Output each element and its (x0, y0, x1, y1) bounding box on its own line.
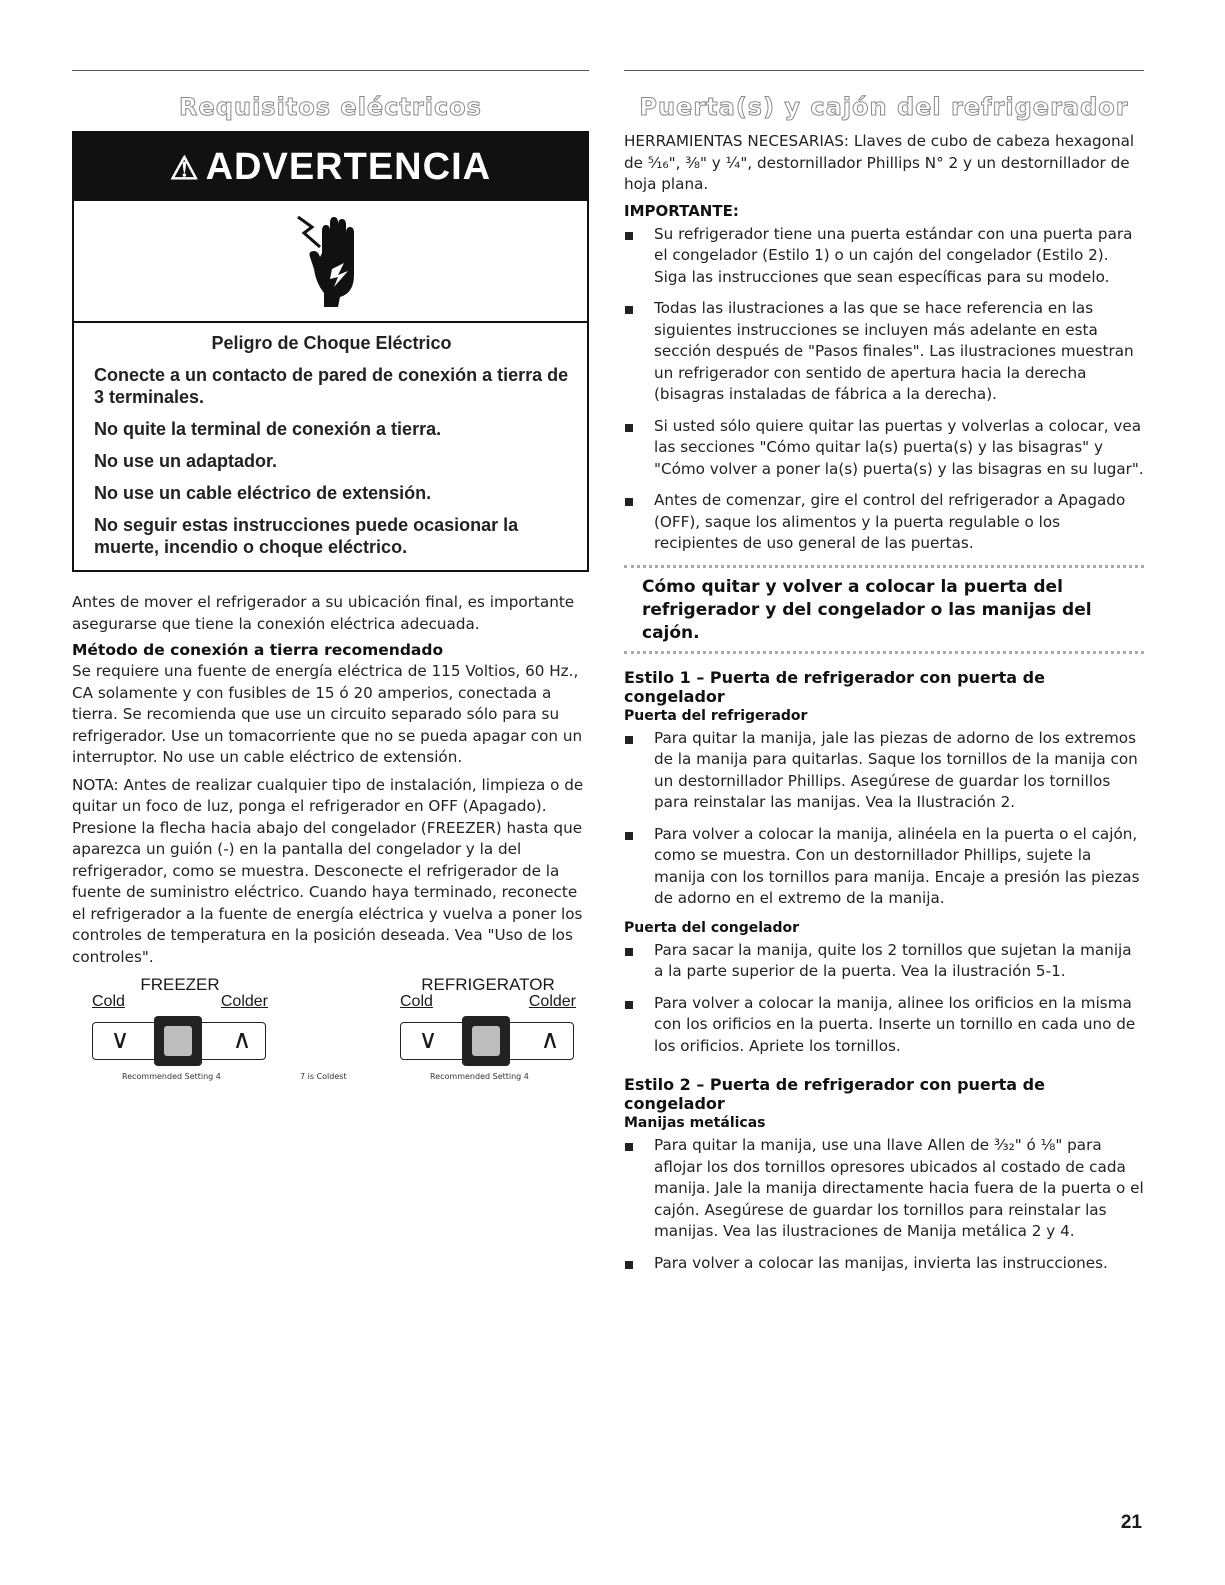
fridge-door-list (624, 728, 1144, 910)
freezer-control (90, 1016, 270, 1060)
colder-label: Colder (528, 993, 576, 1010)
list-item: Para quitar la manija, use una llave Allen de ³⁄₃₂" ó ⅛" para aflojar los dos tornillos opresores ubicados al costado de cada manija. Jale la manija directamente hacia fuera de la puerta o el cajón. Asegúrese de guardar los tornillos para reinstalar las manijas. Vea las ilustraciones de Manija metálica 2 y 4. (624, 1135, 1144, 1243)
page-number: 21 (1120, 1512, 1142, 1533)
warning-line: No use un adaptador. (94, 451, 278, 471)
note-label: NOTA: (72, 775, 119, 794)
freezer-door-heading: Puerta del congelador (624, 919, 800, 936)
right-column (624, 70, 1144, 1284)
refrigerator-control (398, 1016, 578, 1060)
section-banner: Cómo quitar y volver a colocar la puerta del refrigerador y del congelador o las manijas del cajón. (642, 576, 1092, 643)
chevron-up-icon: ∧ (540, 1024, 560, 1054)
coldest-caption: 7 is Coldest (300, 1072, 347, 1081)
top-rule-left (72, 70, 589, 71)
list-item: Para quitar la manija, jale las piezas de adorno de los extremos de la manija para quitarlas. Saque los tornillos de la manija con un destornillador Phillips. Asegúrese de guardar los tornillos para reinstalar las manijas. Vea la Ilustración 2. (624, 728, 1144, 814)
warning-header-text: ADVERTENCIA (205, 146, 492, 188)
method-heading: Método de conexión a tierra recomendado (72, 641, 444, 659)
cold-label: Cold (400, 993, 433, 1010)
control-panels-illustration (72, 976, 589, 1086)
warning-triangle-icon: ⚠ (169, 150, 200, 186)
refrigerator-caption: Recommended Setting 4 (430, 1072, 529, 1081)
refrigerator-control-panel (398, 976, 578, 1060)
tools-paragraph (624, 131, 1144, 196)
note-text: Antes de realizar cualquier tipo de instalación, limpieza o de quitar un foco de luz, ponga el refrigerador en OFF (Apagado). Presione la flecha hacia abajo del congelador (FREEZER) hasta que aparezca un guión (-) en la pantalla del congelador y la del refrigerador, como se muestra. Desconecte el refrigerador de la fuente de suministro eléctrico. Cuando haya terminado, reconecte el refrigerador a la fuente de energía eléctrica y vuelva a poner los controles de temperatura en la posición deseada. Vea "Uso de los controles". (72, 775, 584, 966)
list-item: Antes de comenzar, gire el control del refrigerador a Apagado (OFF), saque los alimentos y la puerta regulable o los recipientes de uso general de las puertas. (624, 490, 1144, 555)
list-item: Si usted sólo quiere quitar las puertas y volverlas a colocar, vea las secciones "Cómo quitar la(s) puerta(s) y las bisagras" y "Cómo volver a poner la(s) puerta(s) y las bisagras en su lugar". (624, 416, 1144, 481)
list-item: Para volver a colocar la manija, alinee los orificios en la misma con los orificios en la puerta. Inserte un tornillo en cada uno de los orificios. Apriete los tornillos. (624, 993, 1144, 1058)
warning-line: No use un cable eléctrico de extensión. (94, 483, 432, 503)
control-display (462, 1016, 510, 1066)
tools-label: HERRAMIENTAS NECESARIAS: (624, 132, 850, 150)
important-list (624, 224, 1144, 555)
freezer-caption: Recommended Setting 4 (122, 1072, 221, 1081)
left-column (72, 70, 589, 1086)
chevron-up-icon: ∧ (232, 1024, 252, 1054)
chevron-down-icon: ∨ (418, 1024, 438, 1054)
warning-icon-area (74, 201, 587, 323)
freezer-door-list (624, 940, 1144, 1058)
metal-handles-heading: Manijas metálicas (624, 1115, 766, 1131)
chevron-down-icon: ∨ (110, 1024, 130, 1054)
list-item: Para volver a colocar la manija, alinéela en la puerta o el cajón, como se muestra. Con un destornillador Phillips, sujete la manija con los tornillos para manija. Encaje a presión las piezas de adorno en el extremo de la manija. (624, 824, 1144, 910)
warning-line: Conecte a un contacto de pared de conexión a tierra de 3 terminales. (94, 365, 569, 407)
warning-body (74, 323, 587, 570)
electric-shock-hand-icon (294, 213, 374, 309)
metal-handles-list (624, 1135, 1144, 1274)
cold-label: Cold (92, 993, 125, 1010)
style1-heading: Estilo 1 – Puerta de refrigerador con puerta de congelador (624, 667, 1045, 706)
section-title-doors: Puerta(s) y cajón del refrigerador (639, 93, 1129, 121)
panel-title: FREEZER (140, 975, 220, 994)
colder-label: Colder (220, 993, 268, 1010)
warning-line: No quite la terminal de conexión a tierra. (94, 419, 442, 439)
section-title-electrical: Requisitos eléctricos (179, 93, 482, 121)
panel-title: REFRIGERATOR (421, 975, 555, 994)
note-paragraph (72, 775, 589, 969)
panel-scale (90, 994, 270, 1010)
panel-scale (398, 994, 578, 1010)
list-item: Para sacar la manija, quite los 2 tornillos que sujetan la manija a la parte superior de la puerta. Vea la ilustración 5-1. (624, 940, 1144, 983)
method-paragraph: Se requiere una fuente de energía eléctrica de 115 Voltios, 60 Hz., CA solamente y con fusibles de 15 ó 20 amperios, conectada a tierra. Se recomienda que use un circuito separado sólo para su refrigerador. Use un tomacorriente que no se pueda apagar con un interruptor. No use un cable eléctrico de extensión. (72, 662, 583, 766)
tools-text: Llaves de cubo de cabeza hexagonal de ⁵⁄₁₆", ³⁄₈" y ¼", destornillador Phillips N° 2 y un destornillador de hoja plana. (624, 132, 1135, 193)
freezer-control-panel (90, 976, 270, 1060)
style2-heading: Estilo 2 – Puerta de refrigerador con puerta de congelador (624, 1075, 1045, 1113)
important-label: IMPORTANTE: (624, 201, 739, 220)
warning-box (72, 131, 589, 572)
warning-header (74, 133, 587, 201)
list-item: Su refrigerador tiene una puerta estándar con una puerta para el congelador (Estilo 1) o un cajón del congelador (Estilo 2). Siga las instrucciones que sean específicas para su modelo. (624, 224, 1144, 289)
warning-line: No seguir estas instrucciones puede ocasionar la muerte, incendio o choque eléctrico. (94, 515, 519, 557)
banner-top-divider (624, 565, 1144, 568)
control-display (154, 1016, 202, 1066)
intro-paragraph: Antes de mover el refrigerador a su ubicación final, es importante asegurarse que tiene la conexión eléctrica adecuada. (72, 593, 575, 633)
display-dash (164, 1026, 192, 1056)
list-item: Para volver a colocar las manijas, invierta las instrucciones. (624, 1253, 1144, 1275)
warning-title: Peligro de Choque Eléctrico (211, 333, 452, 353)
fridge-door-heading: Puerta del refrigerador (624, 707, 808, 724)
display-dash (472, 1026, 500, 1056)
list-item: Todas las ilustraciones a las que se hace referencia en las siguientes instrucciones se incluyen más adelante en esta sección después de "Pasos finales". Las ilustraciones muestran un refrigerador con sentido de apertura hacia la derecha (bisagras instaladas de fábrica a la derecha). (624, 298, 1144, 406)
banner-bottom-divider (624, 651, 1144, 654)
top-rule-right (624, 70, 1144, 71)
